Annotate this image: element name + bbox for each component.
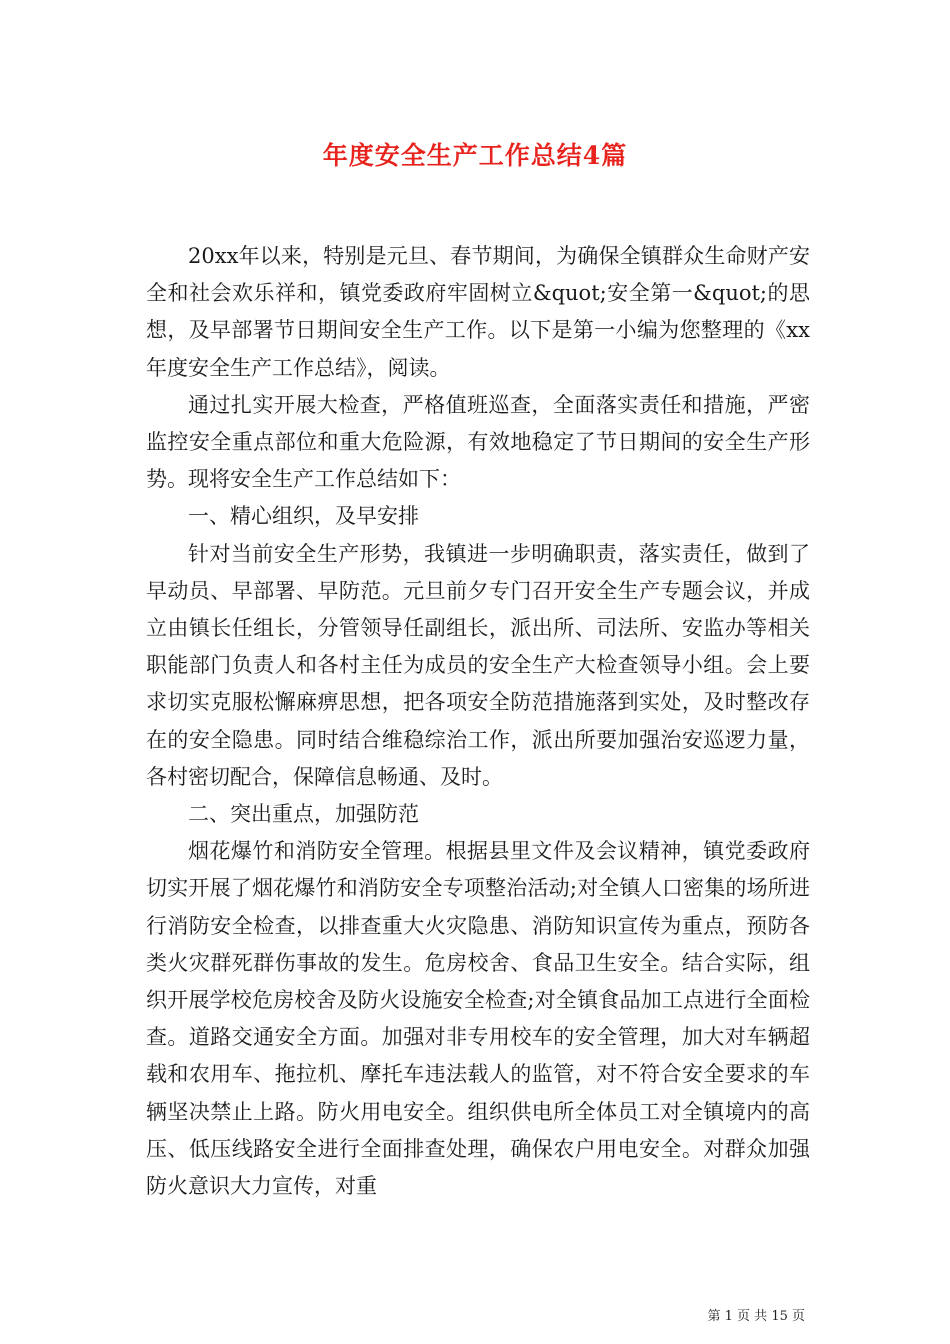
section-heading-2: 二、突出重点，加强防范 — [188, 802, 419, 827]
paragraph-intro: 20xx年以来，特别是元旦、春节期间，为确保全镇群众生命财产安全和社会欢乐祥和，镇党委政府牢固树立&quot;安全第一&quot;的思想，及早部署节日期间安全生产工作。以下是第一小编为您整理的《xx年度安全生产工作总结》，阅读。 — [146, 244, 810, 380]
document-body — [146, 238, 810, 1205]
paragraph-section-2: 烟花爆竹和消防安全管理。根据县里文件及会议精神，镇党委政府切实开展了烟花爆竹和消防安全专项整治活动;对全镇人口密集的场所进行消防安全检查，以排查重大火灾隐患、消防知识宣传为重点，预防各类火灾群死群伤事故的发生。危房校舍、食品卫生安全。结合实际，组织开展学校危房校舍及防火设施安全检查;对全镇食品加工点进行全面检查。道路交通安全方面。加强对非专用校车的安全管理，加大对车辆超载和农用车、拖拉机、摩托车违法载人的监管，对不符合安全要求的车辆坚决禁止上路。防火用电安全。组织供电所全体员工对全镇境内的高压、低压线路安全进行全面排查处理，确保农户用电安全。对群众加强防火意识大力宣传，对重 — [146, 839, 810, 1199]
paragraph-summary: 通过扎实开展大检查，严格值班巡查，全面落实责任和措施，严密监控安全重点部位和重大危险源，有效地稳定了节日期间的安全生产形势。现将安全生产工作总结如下： — [146, 392, 810, 492]
page-number-footer: 第 1 页 共 15 页 — [707, 1309, 805, 1324]
document-title: 年度安全生产工作总结4篇 — [322, 141, 628, 170]
section-heading-1: 一、精心组织，及早安排 — [188, 504, 419, 529]
paragraph-section-1: 针对当前安全生产形势，我镇进一步明确职责，落实责任，做到了早动员、早部署、早防范。元旦前夕专门召开安全生产专题会议，并成立由镇长任组长，分管领导任副组长，派出所、司法所、安监办等相关职能部门负责人和各村主任为成员的安全生产大检查领导小组。会上要求切实克服松懈麻痹思想，把各项安全防范措施落到实处，及时整改存在的安全隐患。同时结合维稳综治工作，派出所要加强治安巡逻力量，各村密切配合，保障信息畅通、及时。 — [146, 541, 810, 789]
